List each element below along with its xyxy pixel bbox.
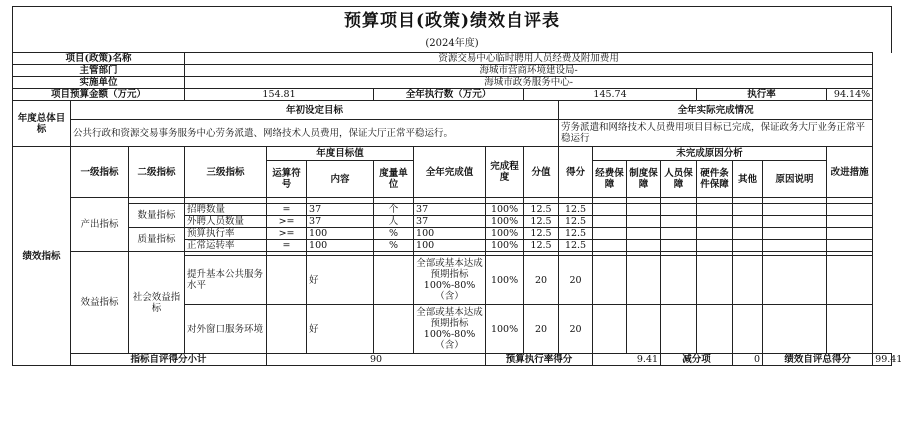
total-value: 99.41 [873,354,892,366]
empty-cell [733,204,763,216]
ind-name: 招聘数量 [185,204,267,216]
empty-cell [661,228,697,240]
ind-content: 37 [307,204,374,216]
row-budget [13,89,892,101]
ind-completed: 37 [414,204,486,216]
empty-cell [827,228,873,240]
deduct-label: 减分项 [661,354,733,366]
row-footer [13,354,892,366]
goals-actual-text: 劳务派遣和网络技术人员费用项目目标已完成，保证政务大厅业务正常平稳运行 [559,120,873,147]
ind-content: 37 [307,216,374,228]
quantity-label: 数量指标 [129,204,185,228]
ind-rate: 100% [486,228,524,240]
dept-value: 海城市营商环境建设局- [185,65,873,77]
empty-cell [733,228,763,240]
empty-cell [697,240,733,252]
unit-label: 实施单位 [13,77,185,89]
hdr-operator: 运算符号 [267,161,307,198]
ind-completed: 全部或基本达成预期指标100%-80%（含） [414,305,486,354]
sheet-year: (2024年度) [425,38,479,49]
ind-op [267,305,307,354]
hdr-level3: 三级指标 [185,147,267,198]
ind-op: = [267,240,307,252]
empty-cell [733,216,763,228]
indicators-side-label: 绩效指标 [13,147,71,366]
empty-cell [697,256,733,305]
empty-cell [827,256,873,305]
ind-content: 好 [307,305,374,354]
row-unit [13,77,892,89]
exec-value: 145.74 [524,89,697,101]
empty-cell [593,305,627,354]
ind-got: 20 [559,305,593,354]
hdr-reason-system: 制度保障 [627,161,661,198]
empty-cell [827,216,873,228]
ind-completed: 100 [414,240,486,252]
ind-rate: 100% [486,305,524,354]
row-goals-header [13,101,892,120]
ind-unit: % [374,228,414,240]
quality-label: 质量指标 [129,228,185,252]
project-value: 资源交易中心临时聘用人员经费及附加费用 [185,53,873,65]
budget-label: 项目预算金额（万元） [13,89,185,101]
empty-cell [733,240,763,252]
goals-initial-text: 公共行政和资源交易事务服务中心劳务派遣、网络技术人员费用，保证大厅正常平稳运行。 [71,120,559,147]
empty-cell [763,256,827,305]
empty-cell [593,216,627,228]
row-project [13,53,892,65]
ind-unit: 个 [374,204,414,216]
ind-score: 20 [524,256,559,305]
subtotal-value: 90 [267,354,486,366]
empty-cell [763,228,827,240]
hdr-score: 分值 [524,147,559,198]
empty-cell [733,256,763,305]
ind-name: 外聘人员数量 [185,216,267,228]
ind-content: 100 [307,240,374,252]
empty-cell [661,256,697,305]
ind-unit: 人 [374,216,414,228]
empty-cell [627,204,661,216]
ind-content: 好 [307,256,374,305]
hdr-content: 内容 [307,161,374,198]
ind-score: 12.5 [524,204,559,216]
dept-label: 主管部门 [13,65,185,77]
hdr-improve: 改进措施 [827,147,873,198]
sheet-title: 预算项目(政策)绩效自评表 [343,11,561,31]
evaluation-table [12,52,903,366]
empty-cell [733,305,763,354]
ind-completed: 100 [414,228,486,240]
empty-cell [827,204,873,216]
budget-value: 154.81 [185,89,374,101]
empty-cell [627,228,661,240]
ind-completed: 全部或基本达成预期指标100%-80%（含） [414,256,486,305]
empty-cell [661,204,697,216]
empty-cell [661,305,697,354]
subtotal-label: 指标自评得分小计 [71,354,267,366]
goals-initial-header: 年初设定目标 [71,101,559,120]
empty-cell [763,216,827,228]
empty-cell [763,204,827,216]
ind-got: 12.5 [559,228,593,240]
rate-label: 执行率 [697,89,827,101]
table-row [13,204,892,216]
empty-cell [593,256,627,305]
empty-cell [697,216,733,228]
empty-cell [661,240,697,252]
deduct-value: 0 [733,354,763,366]
ind-score: 12.5 [524,216,559,228]
hdr-reason-staff: 人员保障 [661,161,697,198]
ind-name: 对外窗口服务环境 [185,305,267,354]
budget-score-label: 预算执行率得分 [486,354,593,366]
hdr-reason-funding: 经费保障 [593,161,627,198]
empty-cell [593,228,627,240]
ind-op [267,256,307,305]
benefit-label: 效益指标 [71,252,129,354]
empty-cell [827,240,873,252]
empty-cell [593,240,627,252]
output-label: 产出指标 [71,198,129,252]
ind-name: 预算执行率 [185,228,267,240]
empty-cell [697,228,733,240]
ind-unit: % [374,240,414,252]
ind-content: 100 [307,228,374,240]
hdr-level1: 一级指标 [71,147,129,198]
empty-cell [661,216,697,228]
empty-cell [763,305,827,354]
rate-value: 94.14% [827,89,873,101]
hdr-annual-target: 年度目标值 [267,147,414,161]
project-label: 项目(政策)名称 [13,53,185,65]
hdr-reason-hardware: 硬件条件保障 [697,161,733,198]
ind-score: 12.5 [524,240,559,252]
empty-cell [827,305,873,354]
ind-got: 12.5 [559,204,593,216]
ind-unit [374,305,414,354]
hdr-completion-rate: 完成程度 [486,147,524,198]
ind-op: = [267,204,307,216]
hdr-reason-group: 未完成原因分析 [593,147,827,161]
empty-cell [627,256,661,305]
empty-cell [593,204,627,216]
exec-label: 全年执行数（万元） [374,89,524,101]
hdr-reason-other: 其他 [733,161,763,198]
ind-score: 12.5 [524,228,559,240]
empty-cell [763,240,827,252]
empty-cell [697,204,733,216]
hdr-got: 得分 [559,147,593,198]
row-goals-text [13,120,892,147]
ind-got: 20 [559,256,593,305]
ind-got: 12.5 [559,216,593,228]
ind-name: 正常运转率 [185,240,267,252]
hdr-completed: 全年完成值 [414,147,486,198]
empty-cell [627,216,661,228]
goals-actual-header: 全年实际完成情况 [559,101,873,120]
empty-cell [697,305,733,354]
hdr-level2: 二级指标 [129,147,185,198]
ind-got: 12.5 [559,240,593,252]
unit-value: 海城市政务服务中心- [185,77,873,89]
social-label: 社会效益指标 [129,252,185,354]
row-ind-header-1 [13,147,892,161]
hdr-unit: 度量单位 [374,161,414,198]
ind-op: >= [267,216,307,228]
table-row [13,228,892,240]
evaluation-sheet [12,6,903,366]
row-dept [13,65,892,77]
goals-side-label: 年度总体目标 [13,101,71,147]
ind-score: 20 [524,305,559,354]
empty-cell [627,240,661,252]
ind-rate: 100% [486,256,524,305]
budget-score-value: 9.41 [593,354,661,366]
ind-rate: 100% [486,240,524,252]
ind-unit [374,256,414,305]
empty-cell [627,305,661,354]
ind-op: >= [267,228,307,240]
ind-rate: 100% [486,216,524,228]
ind-rate: 100% [486,204,524,216]
ind-name: 提升基本公共服务水平 [185,256,267,305]
ind-completed: 37 [414,216,486,228]
hdr-reason-desc: 原因说明 [763,161,827,198]
total-label: 绩效自评总得分 [763,354,873,366]
